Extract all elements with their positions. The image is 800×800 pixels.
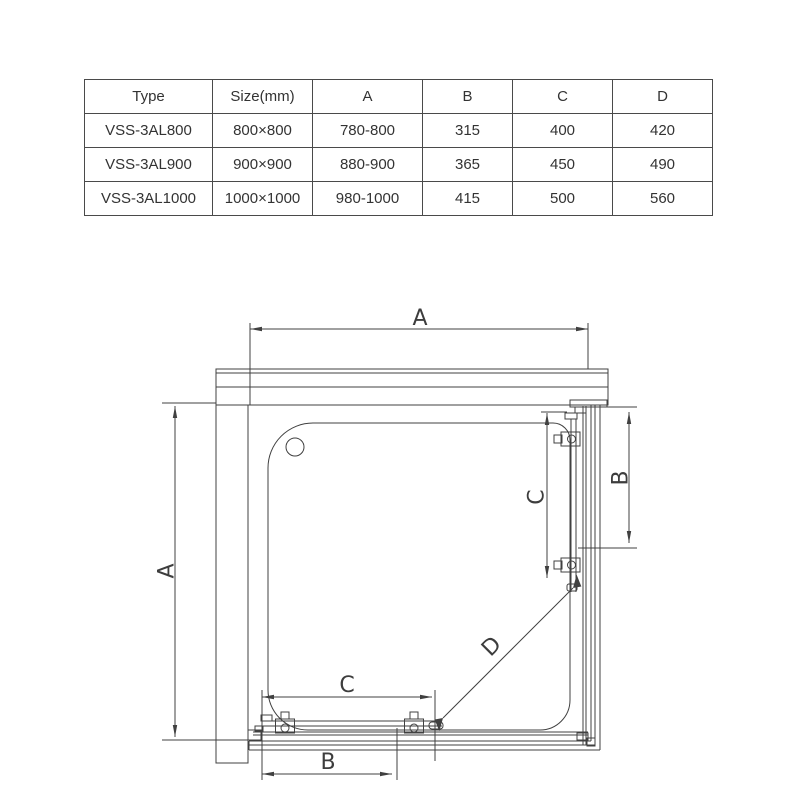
right-sliding-door — [554, 413, 580, 592]
dim-label-b-bottom: B — [320, 750, 336, 775]
cell-c: 500 — [513, 182, 613, 216]
cell-size: 900×900 — [213, 148, 313, 182]
cell-a: 880-900 — [313, 148, 423, 182]
cell-b: 365 — [423, 148, 513, 182]
dim-label-a-left: A — [154, 563, 180, 579]
table-row — [85, 148, 713, 182]
dim-label-d: D — [477, 632, 507, 662]
dim-label-b-right: B — [608, 470, 634, 486]
cell-d: 420 — [613, 114, 713, 148]
dim-label-c-right: C — [524, 489, 550, 505]
cell-a: 780-800 — [313, 114, 423, 148]
left-brick-wall — [216, 405, 248, 763]
spec-table — [84, 79, 713, 216]
dimension-a-top — [250, 306, 588, 405]
dimension-a-left — [155, 403, 252, 740]
drain-circle — [286, 438, 304, 456]
col-header-type: Type — [85, 80, 213, 114]
wall-mount-bracket — [570, 400, 607, 407]
top-brick-wall — [216, 369, 608, 405]
cell-type: VSS-3AL800 — [85, 114, 213, 148]
cell-size: 800×800 — [213, 114, 313, 148]
dimension-d-diagonal — [431, 575, 585, 732]
col-header-c: C — [513, 80, 613, 114]
cell-size: 1000×1000 — [213, 182, 313, 216]
cell-a: 980-1000 — [313, 182, 423, 216]
spec-table-header-row — [85, 80, 713, 114]
col-header-b: B — [423, 80, 513, 114]
cell-d: 490 — [613, 148, 713, 182]
cell-type: VSS-3AL1000 — [85, 182, 213, 216]
col-header-a: A — [313, 80, 423, 114]
dimension-b-right — [578, 407, 637, 548]
dim-label-a-top: A — [412, 306, 428, 331]
cell-d: 560 — [613, 182, 713, 216]
cell-type: VSS-3AL900 — [85, 148, 213, 182]
cell-c: 400 — [513, 114, 613, 148]
cell-c: 450 — [513, 148, 613, 182]
col-header-d: D — [613, 80, 713, 114]
cell-b: 315 — [423, 114, 513, 148]
dim-label-c-bottom: C — [339, 673, 355, 698]
cell-b: 415 — [423, 182, 513, 216]
table-row — [85, 114, 713, 148]
shower-tray — [268, 423, 570, 730]
col-header-size: Size(mm) — [213, 80, 313, 114]
table-row — [85, 182, 713, 216]
dimension-b-bottom — [262, 728, 397, 780]
